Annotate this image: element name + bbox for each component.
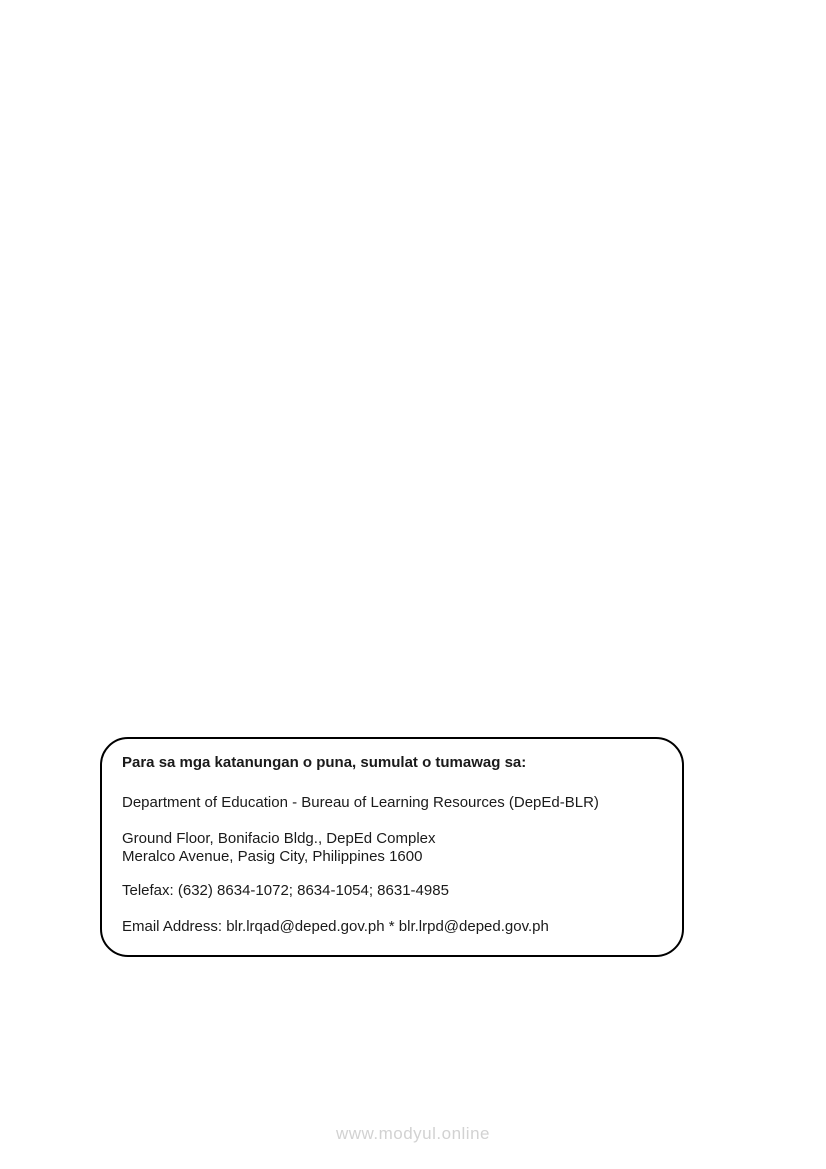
address-line-1: Ground Floor, Bonifacio Bldg., DepEd Complex <box>122 830 436 847</box>
organization-line: Department of Education - Bureau of Learning Resources (DepEd-BLR) <box>122 793 599 811</box>
email-line: Email Address: blr.lrqad@deped.gov.ph * blr.lrpd@deped.gov.ph <box>122 917 549 935</box>
site-watermark: www.modyul.online <box>335 1124 490 1143</box>
telefax-line: Telefax: (632) 8634-1072; 8634-1054; 8631-4985 <box>122 882 449 899</box>
address-line-2: Meralco Avenue, Pasig City, Philippines 1600 <box>122 847 423 865</box>
contact-info-box <box>100 737 684 957</box>
contact-heading: Para sa mga katanungan o puna, sumulat o tumawag sa: <box>122 754 527 771</box>
